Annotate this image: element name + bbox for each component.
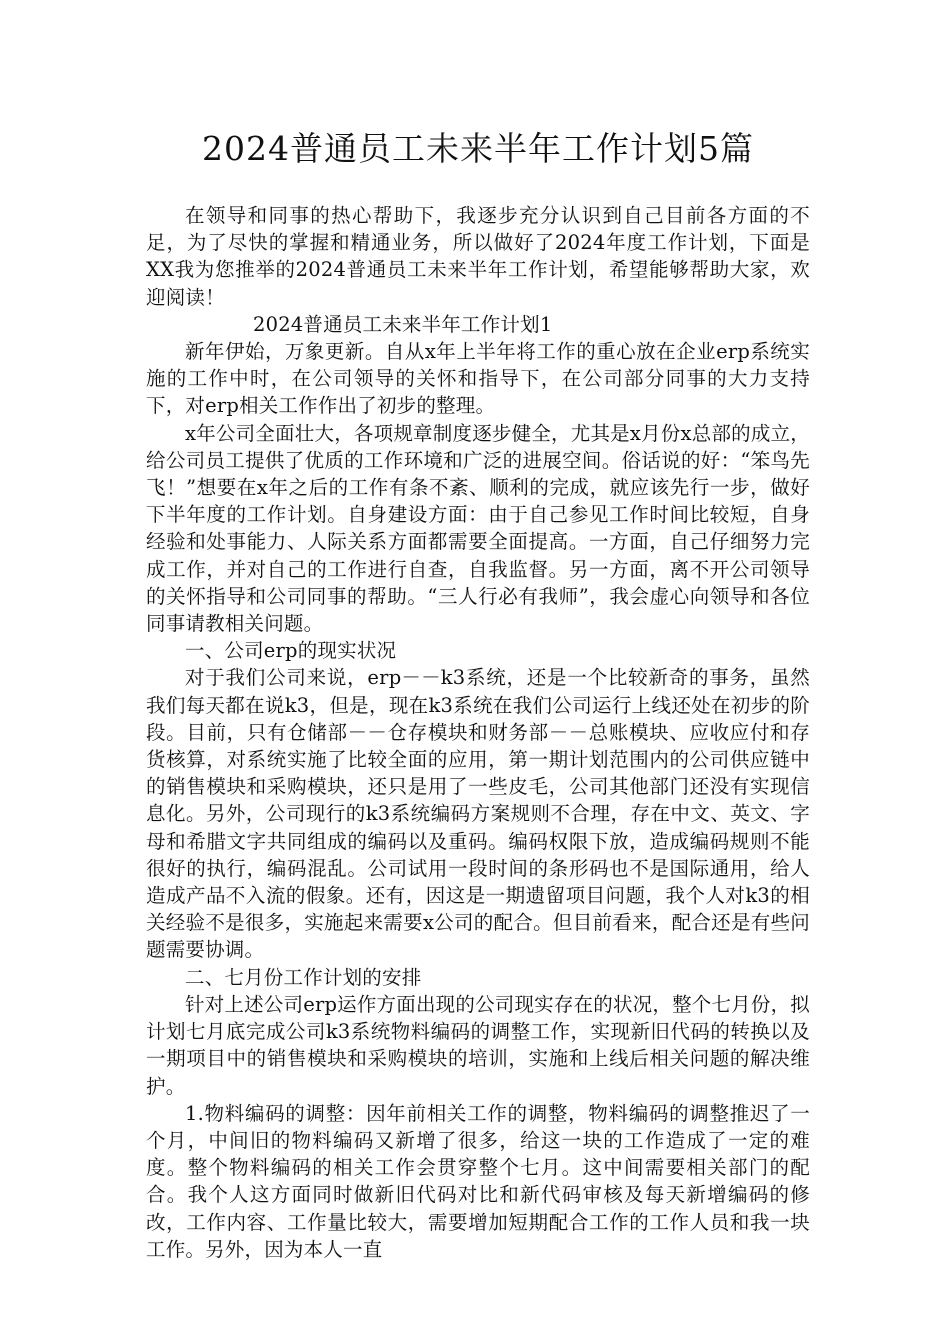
section-2-paragraph: 针对上述公司erp运作方面出现的公司现实存在的状况，整个七月份，拟计划七月底完成公司k3系统物料编码的调整工作，实现新旧代码的转换以及一期项目中的销售模块和采购模块的培训，实施和上线后相关问题的解决维护。 <box>146 992 810 1098</box>
item-1-paragraph: 1.物料编码的调整：因年前相关工作的调整，物料编码的调整推迟了一个月，中间旧的物料编码又新增了很多，给这一块的工作造成了一定的难度。整个物料编码的相关工作会贯穿整个七月。这中间需要相关部门的配合。我个人这方面同时做新旧代码对比和新代码审核及每天新增编码的修改，工作内容、工作量比较大，需要增加短期配合工作的工作人员和我一块工作。另外，因为本人一直 <box>146 1101 810 1261</box>
document-body <box>146 202 810 1263</box>
plan-subtitle: 2024普通员工未来半年工作计划1 <box>253 312 553 336</box>
body-paragraph: x年公司全面壮大，各项规章制度逐步健全，尤其是x月份x总部的成立，给公司员工提供了优质的工作环境和广泛的进展空间。俗话说的好：“笨鸟先飞！”想要在x年之后的工作有条不紊、顺利的完成，就应该先行一步，做好下半年度的工作计划。自身建设方面：由于自己参见工作时间比较短，自身经验和处事能力、人际关系方面都需要全面提高。一方面，自己仔细努力完成工作，并对自己的工作进行自查，自我监督。另一方面，离不开公司领导的关怀指导和公司同事的帮助。“三人行必有我师”，我会虚心向领导和各位同事请教相关问题。 <box>146 421 810 636</box>
intro-paragraph: 在领导和同事的热心帮助下，我逐步充分认识到自己目前各方面的不足，为了尽快的掌握和精通业务，所以做好了2024年度工作计划，下面是XX我为您推举的2024普通员工未来半年工作计划，希望能够帮助大家，欢迎阅读！ <box>146 204 810 309</box>
body-paragraph: 新年伊始，万象更新。自从x年上半年将工作的重心放在企业erp系统实施的工作中时，在公司领导的关怀和指导下，在公司部分同事的大力支持下，对erp相关工作作出了初步的整理。 <box>146 340 810 418</box>
section-1-paragraph: 对于我们公司来说，erp－－k3系统，还是一个比较新奇的事务，虽然我们每天都在说k3，但是，现在k3系统在我们公司运行上线还处在初步的阶段。目前，只有仓储部－－仓存模块和财务部－－总账模块、应收应付和存货核算，对系统实施了比较全面的应用，第一期计划范围内的公司供应链中的销售模块和采购模块，还只是用了一些皮毛，公司其他部门还没有实现信息化。另外，公司现行的k3系统编码方案规则不合理，存在中文、英文、字母和希腊文字共同组成的编码以及重码。编码权限下放，造成编码规则不能很好的执行，编码混乱。公司试用一段时间的条形码也不是国际通用，给人造成产品不入流的假象。还有，因这是一期遗留项目问题，我个人对k3的相关经验不是很多，实施起来需要x公司的配合。但目前看来，配合还是有些问题需要协调。 <box>146 666 810 962</box>
document-title: 2024普通员工未来半年工作计划5篇 <box>202 129 754 168</box>
section-heading-2: 二、七月份工作计划的安排 <box>185 965 422 989</box>
section-heading-1: 一、公司erp的现实状况 <box>185 639 397 663</box>
document-page <box>146 118 810 1263</box>
